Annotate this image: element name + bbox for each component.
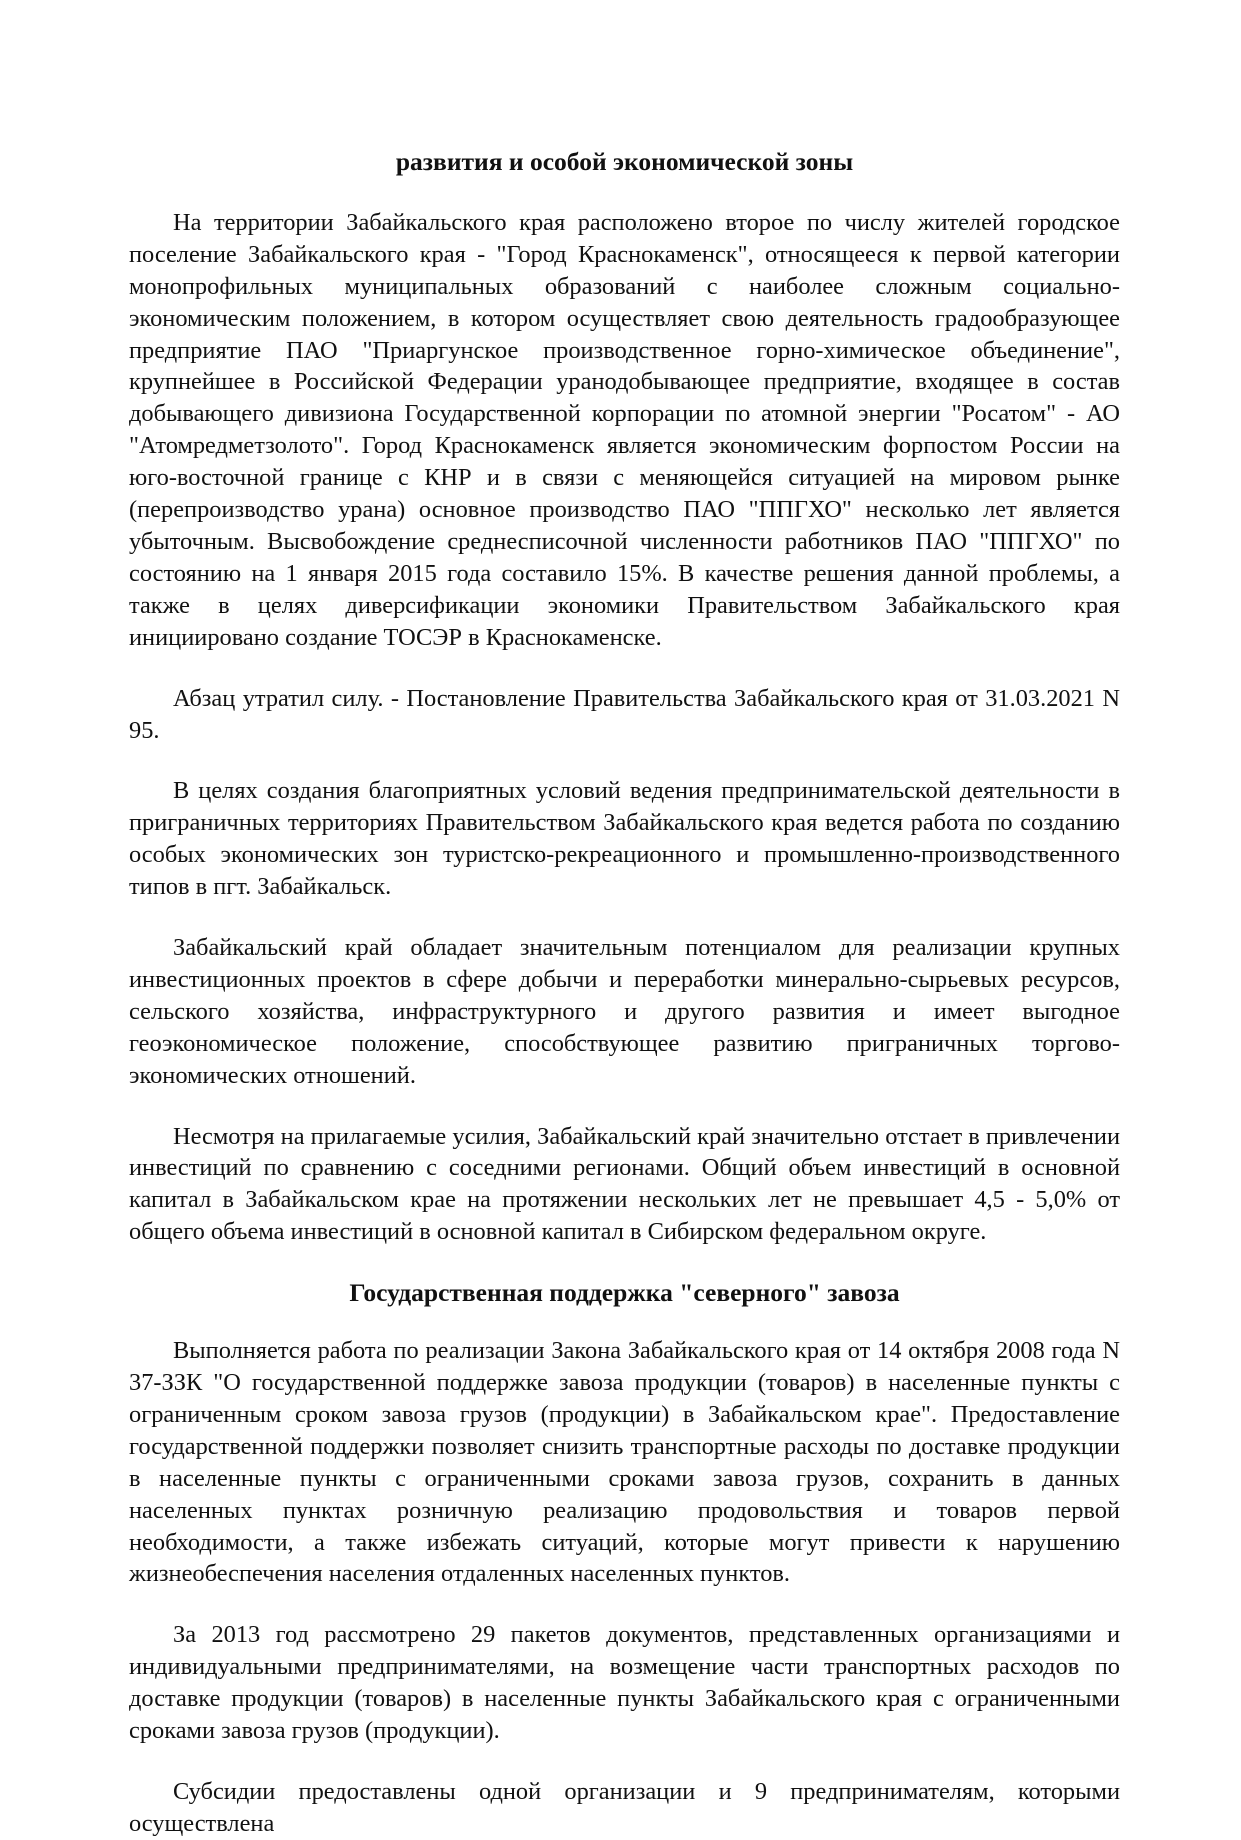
section-heading-northern-delivery: Государственная поддержка "северного" завоза: [349, 1278, 900, 1308]
paragraph-subsidies: Субсидии предоставлены одной организации и 9 предпринимателям, которыми осуществлена: [129, 1777, 1120, 1837]
paragraph-potential: Забайкальский край обладает значительным потенциалом для реализации крупных инвестиционных проектов в сфере добычи и переработки минерально-сырьевых ресурсов, сельского хозяйства, инфраструктурного и другого развития и имеет выгодное геоэкономическое положение, способствующее развитию приграничных торгово-экономических отношений.: [129, 934, 1120, 1089]
section-heading-economic-zone: развития и особой экономической зоны: [395, 147, 854, 176]
paragraph-investment-lag: Несмотря на прилагаемые усилия, Забайкальский край значительно отстает в привлечении инвестиций по сравнению с соседними регионами. Общий объем инвестиций в основной капитал в Забайкальском крае на протяжении нескольких лет не превышает 4,5 - 5,0% от общего объема инвестиций в основной капитал в Сибирском федеральном округе.: [129, 1122, 1120, 1246]
paragraph-2013-review: За 2013 год рассмотрено 29 пакетов документов, представленных организациями и индивидуальными предпринимателями, на возмещение части транспортных расходов по доставке продукции (товаров) в населенные пункты Забайкальского края с ограниченными сроками завоза грузов (продукции).: [129, 1621, 1120, 1745]
document-page: [129, 146, 1120, 1840]
paragraph-special-zones: В целях создания благоприятных условий ведения предпринимательской деятельности в приграничных территориях Правительством Забайкальского края ведется работа по созданию особых экономических зон туристско-рекреационного и промышленно-производственного типов в пгт. Забайкальск.: [129, 777, 1120, 901]
paragraph-repealed-note: Абзац утратил силу. - Постановление Правительства Забайкальского края от 31.03.2021 N 95.: [129, 684, 1120, 744]
paragraph-law-implementation: Выполняется работа по реализации Закона Забайкальского края от 14 октября 2008 года N 37-ЗЗК "О государственной поддержке завоза продукции (товаров) в населенные пункты с ограниченным сроком завоза грузов (продукции) в Забайкальском крае". Предоставление государственной поддержки позволяет снизить транспортные расходы по доставке продукции в населенные пункты с ограниченными сроками завоза грузов, сохранить в данных населенных пунктах розничную реализацию продовольствия и товаров первой необходимости, а также избежать ситуаций, которые могут привести к нарушению жизнеобеспечения населения отдаленных населенных пунктов.: [129, 1337, 1120, 1588]
paragraph-krasnokamensk: На территории Забайкальского края расположено второе по числу жителей городское поселение Забайкальского края - "Город Краснокаменск", относящееся к первой категории монопрофильных муниципальных образований с наиболее сложным социально-экономическим положением, в котором осуществляет свою деятельность градообразующее предприятие ПАО "Приаргунское производственное горно-химическое объединение", крупнейшее в Российской Федерации уранодобывающее предприятие, входящее в состав добывающего дивизиона Государственной корпорации по атомной энергии "Росатом" - АО "Атомредметзолото". Город Краснокаменск является экономическим форпостом России на юго-восточной границе с КНР и в связи с меняющейся ситуацией на мировом рынке (перепроизводство урана) основное производство ПАО "ППГХО" несколько лет является убыточным. Высвобождение среднесписочной численности работников ПАО "ППГХО" по состоянию на 1 января 2015 года составило 15%. В качестве решения данной проблемы, а также в целях диверсификации экономики Правительством Забайкальского края инициировано создание ТОСЭР в Краснокаменске.: [129, 208, 1120, 651]
